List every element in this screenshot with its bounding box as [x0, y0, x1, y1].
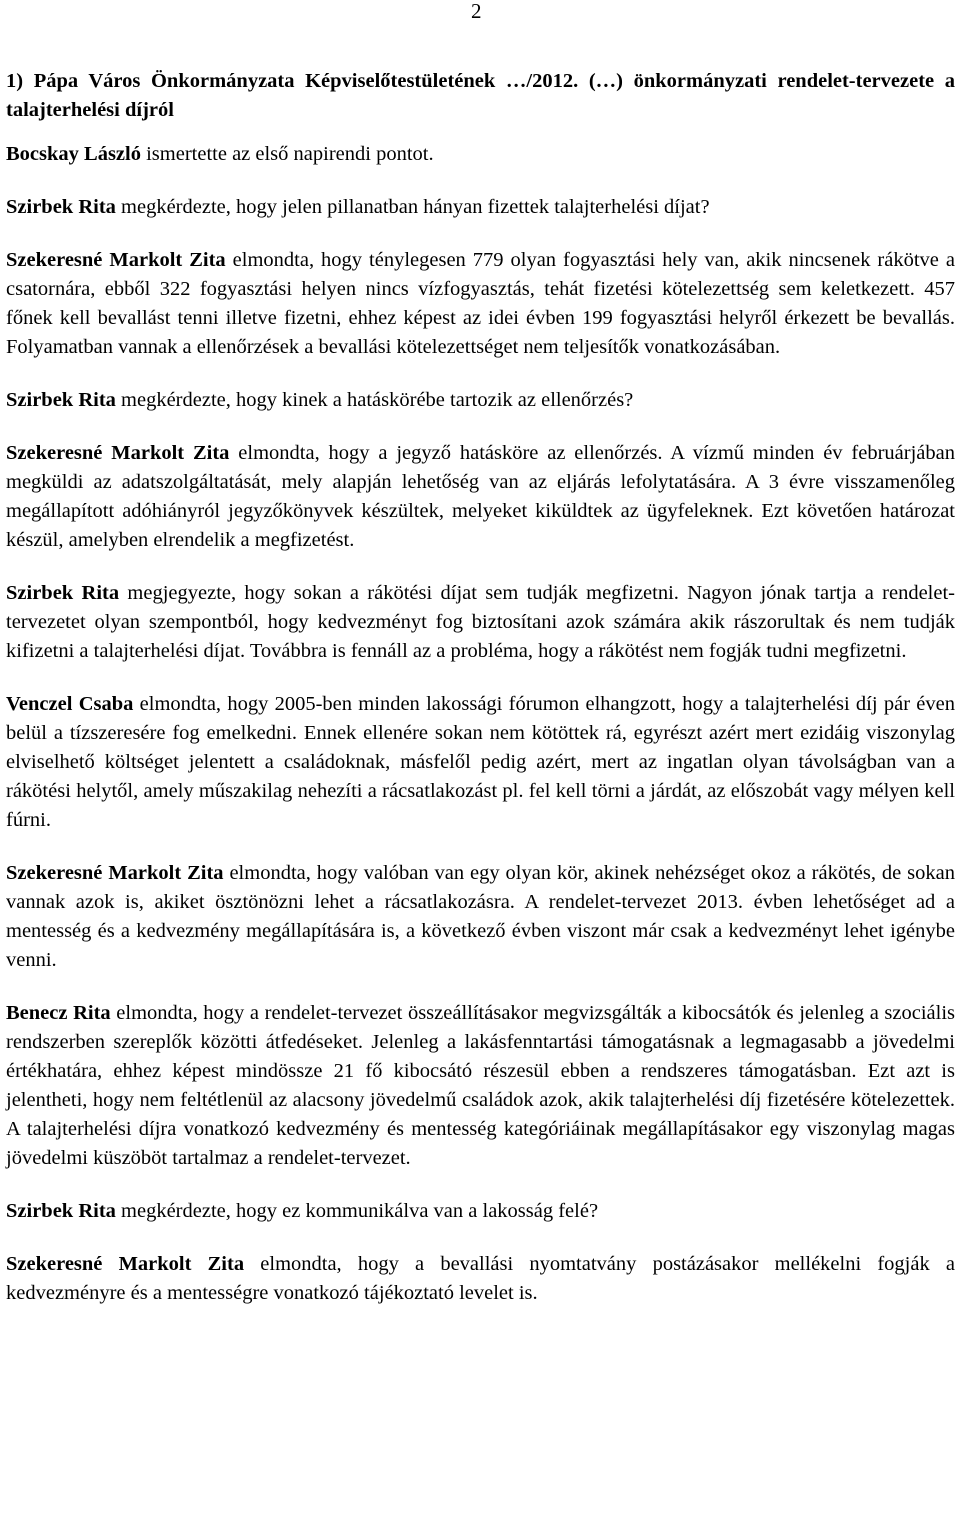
minutes-paragraph [6, 579, 955, 666]
speaker-name: Szekeresné Markolt Zita [6, 442, 230, 464]
minutes-paragraph [6, 999, 955, 1173]
statement-text: ismertette az első napirendi pontot. [140, 143, 434, 165]
statement-text: megjegyezte, hogy sokan a rákötési díjat sem tudják megfizetni. Nagyon jónak tartja a rendelet-tervezetet olyan szempontból, hogy kedvezményt fog biztosítani azok számára akik rászorultak és nem tudják kifizetni a talajterhelési díjat. Továbbra is fennáll az a probléma, hogy a rákötést nem fogják tudni megfizetni. [6, 582, 955, 662]
statement-text: megkérdezte, hogy kinek a hatáskörébe tartozik az ellenőrzés? [115, 389, 634, 411]
speaker-name: Benecz Rita [6, 1002, 111, 1024]
speaker-name: Szekeresné Markolt Zita [6, 1253, 245, 1275]
minutes-paragraph [6, 386, 955, 415]
minutes-paragraph [6, 193, 955, 222]
statement-text: elmondta, hogy a rendelet-tervezet összeállításakor megvizsgálták a kibocsátók és jelenleg a szociális rendszerben szereplők közötti átfedéseket. Jelenleg a lakásfenntartási támogatásnak a legmagasabb a jövedelmi értékhatára, ehhez képest mindössze 21 fő kibocsátó részesül ebben a rendszeres támogatásban. Ezt azt is jelentheti, hogy nem feltétlenül az alacsony jövedelmű családok azok, akik talajterhelési díj fizetésére kötelezettek. A talajterhelési díjra vonatkozó kedvezmény és mentesség kategóriáinak megállapításakor egy viszonylag magas jövedelmi küszöböt tartalmaz a rendelet-tervezet. [6, 1002, 956, 1169]
speaker-name: Bocskay László [6, 143, 141, 165]
minutes-paragraph [6, 140, 955, 169]
statement-text: elmondta, hogy a bevallási nyomtatvány postázásakor mellékelni fogják a kedvezményre és a mentességre vonatkozó tájékoztató levelet is. [6, 1253, 955, 1304]
minutes-paragraph [6, 439, 955, 555]
statement-text: megkérdezte, hogy ez kommunikálva van a lakosság felé? [115, 1200, 599, 1222]
minutes-paragraph [6, 690, 955, 835]
minutes-paragraph [6, 246, 955, 362]
page-number: 2 [471, 0, 482, 23]
speaker-name: Venczel Csaba [6, 693, 134, 715]
minutes-paragraph [6, 1250, 955, 1308]
document-body [6, 67, 955, 1332]
statement-text: elmondta, hogy valóban van egy olyan kör, akinek nehézséget okoz a rákötés, de sokan vannak azok is, akiket ösztönözni lehet a rácsatlakozásra. A rendelet-tervezet 2013. évben lehetőséget ad a mentesség és a kedvezmény megállapítására is, a következő évben viszont már csak a kedvezményt lehet igénybe venni. [6, 862, 955, 971]
speaker-name: Szekeresné Markolt Zita [6, 249, 226, 271]
minutes-paragraph [6, 859, 955, 975]
statement-text: elmondta, hogy a jegyző hatásköre az ellenőrzés. A vízmű minden év februárjában megküldi az adatszolgáltatását, mely alapján lehetőség van az eljárás lefolytatására. A 3 évre visszamenőleg megállapított adóhiányról jegyzőkönyvek készültek, melyeket kiküldtek az ügyfeleknek. Ezt követően határozat készül, amelyben elrendelik a megfizetést. [6, 442, 955, 551]
speaker-name: Szirbek Rita [6, 389, 116, 411]
minutes-paragraph [6, 1197, 955, 1226]
speaker-name: Szirbek Rita [6, 1200, 116, 1222]
speaker-name: Szirbek Rita [6, 582, 120, 604]
speaker-name: Szirbek Rita [6, 196, 116, 218]
agenda-item-title: 1) Pápa Város Önkormányzata Képviselőtestületének …/2012. (…) önkormányzati rendelet-tervezete a talajterhelési díjról [6, 70, 955, 121]
statement-text: elmondta, hogy ténylegesen 779 olyan fogyasztási hely van, akik nincsenek rákötve a csatornára, ebből 322 fogyasztási helyen nincs vízfogyasztás, tehát fizetési kötelezettség sem keletkezett. 457 főnek kell bevallást tenni illetve fizetni, ehhez képest az idei évben 199 fogyasztási helyről érkezett be bevallás. Folyamatban vannak a ellenőrzések a bevallási kötelezettséget nem teljesítők vonatkozásában. [6, 249, 955, 358]
statement-text: megkérdezte, hogy jelen pillanatban hányan fizettek talajterhelési díjat? [115, 196, 710, 218]
statement-text: elmondta, hogy 2005-ben minden lakossági fórumon elhangzott, hogy a talajterhelési díj pár éven belül a tízszeresére fog emelkedni. Ennek ellenére sokan nem kötöttek rá, egyrészt azért mert ezidáig viszonylag elviselhető költséget jelentett a családoknak, másfelől pedig azért, mert az ingatlan olyan távolságban van a rákötési helytől, amely műszakilag nehezíti a rácsatlakozást pl. fel kell törni a járdát, az előszobát vagy mélyen kell fúrni. [6, 693, 955, 831]
speaker-name: Szekeresné Markolt Zita [6, 862, 224, 884]
